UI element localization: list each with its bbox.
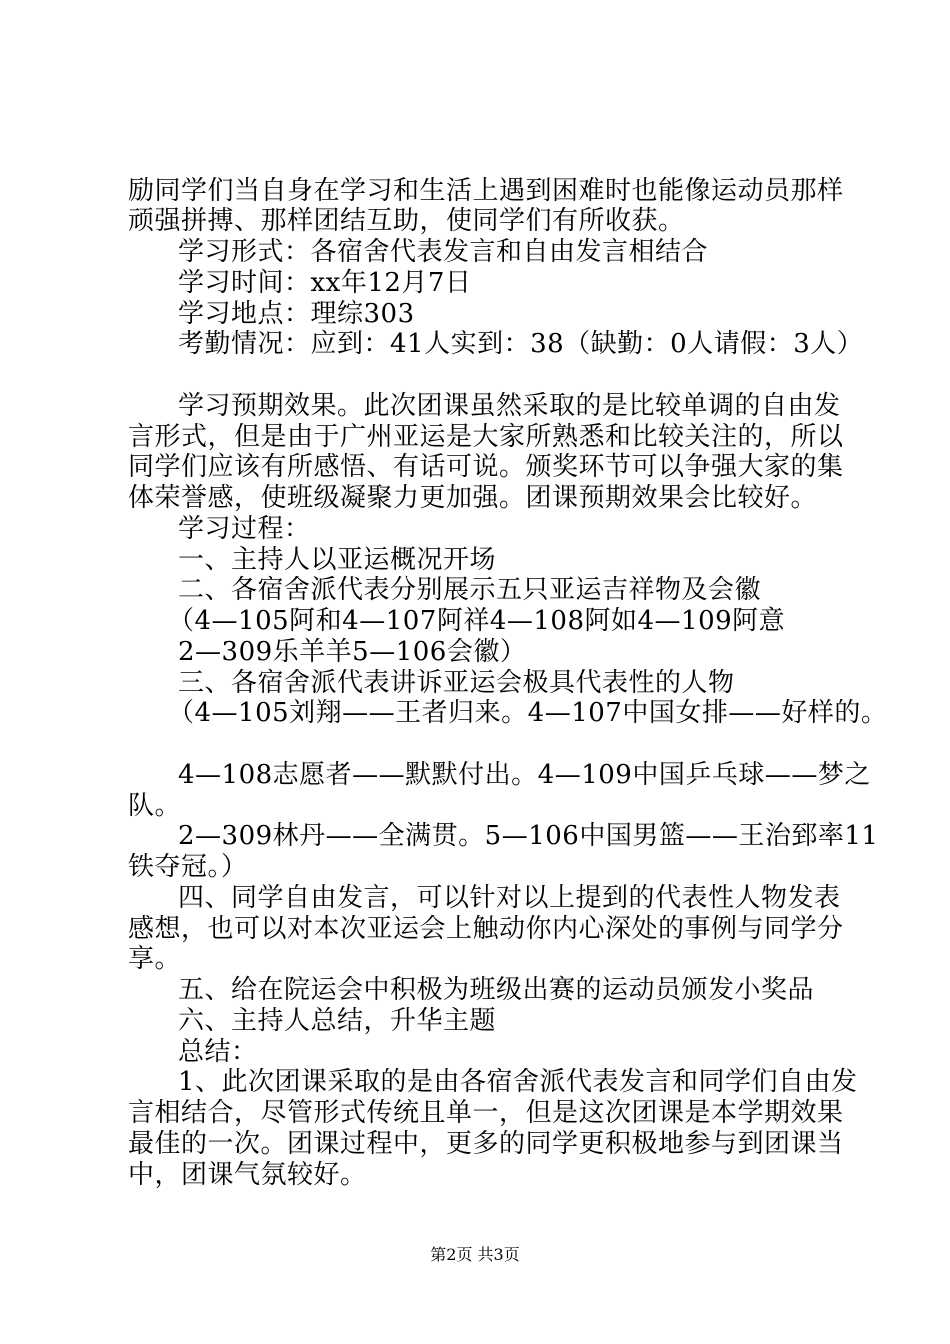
- body-line-29: 言相结合，尽管形式传统且单一，但是这次团课是本学期效果: [128, 1098, 844, 1128]
- page-number-footer: 第2页 共3页: [430, 1245, 520, 1264]
- body-line-8: 言形式，但是由于广州亚运是大家所熟悉和比较关注的，所以: [128, 422, 844, 452]
- body-line-6: 考勤情况：应到：41人实到：38（缺勤：0人请假：3人）: [178, 329, 864, 359]
- body-line-15: 2—309乐羊羊5—106会徽）: [178, 637, 527, 667]
- body-line-9: 同学们应该有所感悟、有话可说。颁奖环节可以争强大家的集: [128, 452, 844, 482]
- body-line-25: 五、给在院运会中积极为班级出赛的运动员颁发小奖品: [178, 975, 815, 1005]
- body-line-18: 4—108志愿者——默默付出。4—109中国乒乓球——梦之: [178, 760, 871, 790]
- body-line-26: 六、主持人总结，升华主题: [178, 1006, 497, 1036]
- body-line-31: 中，团课气氛较好。: [128, 1160, 367, 1190]
- body-line-3: 学习形式：各宿舍代表发言和自由发言相结合: [178, 237, 709, 267]
- body-line-27: 总结：: [178, 1037, 258, 1067]
- body-line-22: 四、同学自由发言，可以针对以上提到的代表性人物发表: [178, 883, 841, 913]
- body-line-14: （4—105阿和4—107阿祥4—108阿如4—109阿意: [168, 606, 786, 636]
- body-line-10: 体荣誉感，使班级凝聚力更加强。团课预期效果会比较好。: [128, 483, 818, 513]
- body-line-17: （4—105刘翔——王者归来。4—107中国女排——好样的。: [168, 698, 888, 728]
- body-line-5: 学习地点：理综303: [178, 299, 415, 329]
- body-line-30: 最佳的一次。团课过程中，更多的同学更积极地参与到团课当: [128, 1129, 844, 1159]
- body-line-16: 三、各宿舍派代表讲诉亚运会极具代表性的人物: [178, 668, 735, 698]
- body-line-24: 享。: [128, 944, 182, 974]
- body-line-7: 学习预期效果。此次团课虽然采取的是比较单调的自由发: [178, 391, 841, 421]
- body-line-21: 铁夺冠。）: [128, 852, 248, 882]
- body-line-23: 感想，也可以对本次亚运会上触动你内心深处的事例与同学分: [128, 914, 844, 944]
- body-line-1: 励同学们当自身在学习和生活上遇到困难时也能像运动员那样: [128, 176, 844, 206]
- body-line-4: 学习时间：xx年12月7日: [178, 268, 472, 298]
- body-line-12: 一、主持人以亚运概况开场: [178, 545, 497, 575]
- body-line-2: 顽强拼搏、那样团结互助，使同学们有所收获。: [128, 206, 685, 236]
- body-line-20: 2—309林丹——全满贯。5—106中国男篮——王治郅率11: [178, 821, 879, 851]
- body-line-28: 1、此次团课采取的是由各宿舍派代表发言和同学们自由发: [178, 1067, 858, 1097]
- body-line-19: 队。: [128, 791, 182, 821]
- body-line-13: 二、各宿舍派代表分别展示五只亚运吉祥物及会徽: [178, 575, 762, 605]
- body-line-11: 学习过程：: [178, 514, 311, 544]
